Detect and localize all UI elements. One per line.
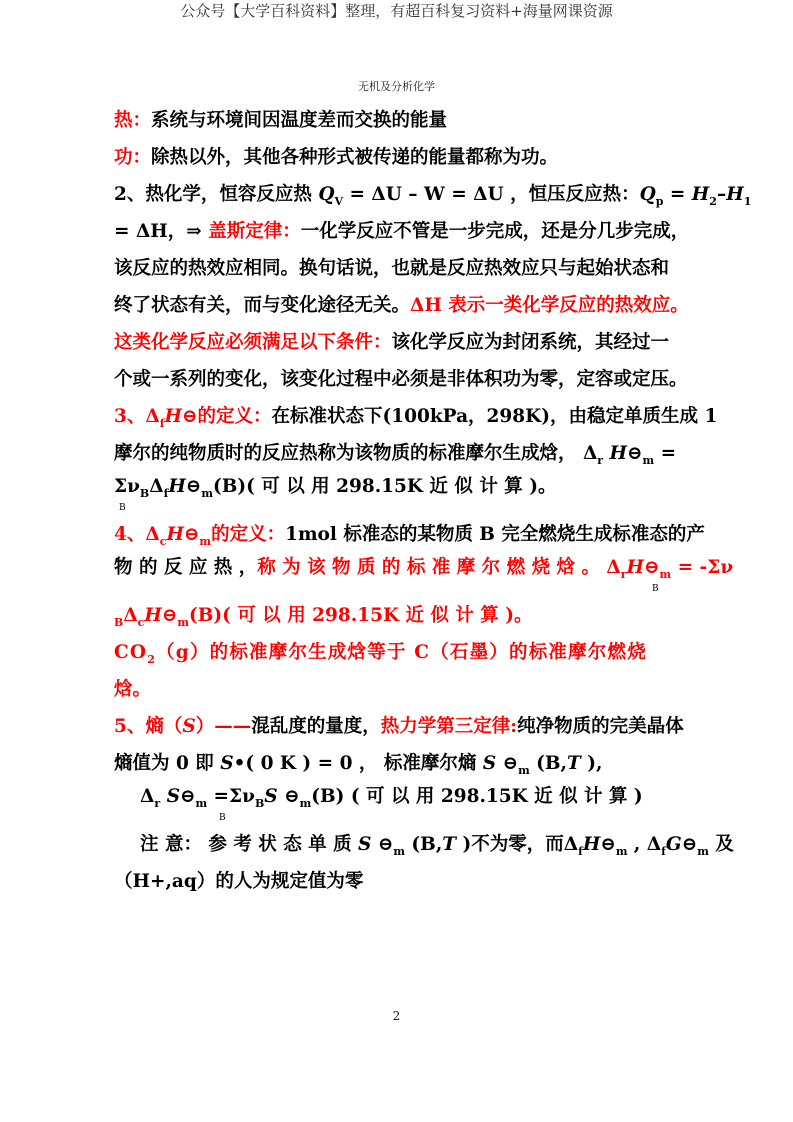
line-thermochemistry: 2、热化学，恒容反应热 $Q_V = \Delta U - W = \Delta U$ ，恒压反应热：$Q_p = H_2-H_1$ [114, 184, 752, 208]
line-combustion-sum: $_B\Delta_cH⊖_m(B)$( 可 以 用 298.15K 近 似 计 算 )。 [114, 605, 533, 629]
line-entropy: 5、熵（S）——混乱度的量度，热力学第三定律:纯净物质的完美晶体 [114, 716, 684, 737]
line-co2-note: $CO_2(g)$的标准摩尔生成焓等于 C（石墨）的标准摩尔燃烧 [114, 642, 647, 666]
term-hess-law: 盖斯定律： [208, 221, 301, 242]
term-work: 功： [114, 147, 152, 168]
line-heat-definition: 热：系统与环境间因温度差而交换的能量 [114, 110, 448, 131]
top-banner: 公众号【大学百科资料】整理，有超百科复习资料+海量网课资源 [180, 2, 613, 20]
line-conditions-cont: 个或一系列的变化，该变化过程中必须是非体积功为零，定容或定压。 [114, 369, 688, 390]
line-state-function: 终了状态有关，而与变化途径无关。ΔH 表示一类化学反应的热效应。 [114, 295, 689, 316]
page-header: 无机及分析化学 [358, 80, 435, 93]
line-formation-enthalpy: 3、$\Delta_fH⊖$的定义：在标准状态下(100kPa，298K)，由稳定单质生成 1 [114, 406, 718, 430]
line-combustion-enthalpy: 4、$\Delta_cH⊖_m$的定义：1mol 标准态的某物质 B 完全燃烧生成标准态的产 [114, 524, 705, 548]
line-conditions: 这类化学反应必须满足以下条件：该化学反应为封闭系统，其经过一 [114, 332, 670, 353]
line-combustion-cont: 物 的 反 应 热 ，称 为 该 物 质 的 标 准 摩 尔 燃 烧 焓 。 $\Delta_rH⊖_m = -\Sigma\nu$ B [114, 557, 734, 594]
term-heat: 热： [114, 110, 152, 131]
line-formation-enthalpy-cont: 摩尔的纯物质时的反应热称为该物质的标准摩尔生成焓， $\Delta_r$ $H⊖_m$ = [114, 443, 677, 467]
line-entropy-sum: $\Delta_r$ $S⊖_m =\Sigma\nu_BS$ $⊖_m(B)$ ( 可 以 用 298.15K 近 似 计 算 ) B [140, 786, 643, 823]
line-hess-explain: 该反应的热效应相同。换句话说，也就是反应热效应只与起始状态和 [114, 258, 670, 279]
page-number: 2 [392, 1009, 401, 1023]
line-work-definition: 功：除热以外，其他各种形式被传递的能量都称为功。 [114, 147, 559, 168]
line-hess-law: = ΔH，⇒ 盖斯定律：一化学反应不管是一步完成，还是分几步完成， [114, 221, 690, 242]
line-entropy-cont: 熵值为 0 即 S•( 0 K ) = 0 ， 标准摩尔熵 S $⊖_m$ (B,T ), [114, 753, 603, 777]
line-co2-note-cont: 焓。 [114, 679, 152, 700]
line-note-cont: （H+,aq）的人为规定值为零 [114, 871, 364, 892]
document-body [114, 102, 752, 900]
line-note: 注 意： 参 考 状 态 单 质 S $⊖_m$ (B,T )不为零，而$\Delta_fH⊖_m$ , $\Delta_fG⊖_m$ 及 [140, 834, 734, 858]
line-formation-sum: $\Sigma\nu_B\Delta_fH⊖_m(B)$( 可 以 用 298.15K 近 似 计 算 )。 B [114, 476, 557, 513]
